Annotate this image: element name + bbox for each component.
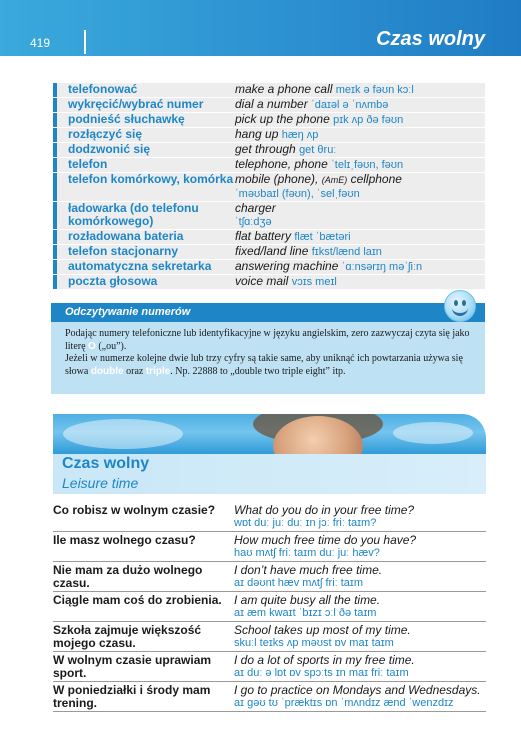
english-term xyxy=(234,143,485,157)
pronunciation: haʊ mʌtʃ friː taɪm duː juː hæv? xyxy=(234,547,380,559)
vocab-row xyxy=(53,113,485,128)
english-phrase-alt: cellphone xyxy=(350,172,402,186)
info-text: Podając numery telefoniczne lub identyfikacyjne w języku angielskim, zero zazwyczaj czyta się jako literę xyxy=(65,328,470,352)
header-divider xyxy=(84,30,86,54)
english-phrase: get through xyxy=(235,142,296,156)
phrase-row xyxy=(53,622,486,652)
info-box xyxy=(51,303,485,394)
pronunciation: ˈtelɪˌfəʊn, fəʊn xyxy=(331,159,404,171)
polish-term: telefon komórkowy, komórka xyxy=(53,173,234,201)
chapter-title: Czas wolny xyxy=(376,28,485,50)
polish-term: telefonować xyxy=(53,83,234,97)
english-phrase: hang up xyxy=(235,127,279,141)
word-triple: triple xyxy=(145,365,171,377)
smiley-mouth xyxy=(452,304,468,316)
english-term xyxy=(234,275,485,289)
english-phrase xyxy=(234,654,486,680)
english-phrase: flat battery xyxy=(235,229,292,243)
english-text: I go to practice on Mondays and Wednesdays. xyxy=(234,683,481,697)
section-subtitle: Leisure time xyxy=(62,475,139,491)
english-phrase: fixed/land line xyxy=(235,244,309,258)
english-phrase xyxy=(234,624,486,650)
vocabulary-table xyxy=(53,83,485,290)
pronunciation: ˈməʊbaɪl (fəʊn), ˈselˌfəʊn xyxy=(235,188,360,200)
english-text: How much free time do you have? xyxy=(234,533,417,547)
english-phrase xyxy=(234,564,486,590)
english-term xyxy=(234,245,485,259)
english-text: School takes up most of my time. xyxy=(234,623,411,637)
english-phrase: voice mail xyxy=(235,274,289,288)
vocab-row xyxy=(53,173,485,202)
english-phrase xyxy=(234,534,486,560)
info-text: („ou”). xyxy=(98,340,127,352)
polish-phrase: Ciągle mam coś do zrobienia. xyxy=(53,593,222,607)
polish-term: wykręcić/wybrać numer xyxy=(53,98,234,112)
pronunciation: meɪk ə fəʊn kɔːl xyxy=(335,84,414,96)
english-phrase xyxy=(234,684,486,710)
english-phrase: charger xyxy=(235,201,276,215)
english-phrase: make a phone call xyxy=(235,82,333,96)
water-highlight xyxy=(393,422,473,444)
english-term xyxy=(234,113,485,127)
pronunciation: aɪ ɡəʊ tʊ ˈpræktɪs ɒn ˈmʌndɪz ænd ˈwenzdɪz xyxy=(234,697,454,709)
pronunciation: vɔɪs meɪl xyxy=(291,276,337,288)
english-phrase xyxy=(234,504,486,530)
polish-term: rozłączyć się xyxy=(53,128,234,142)
pronunciation: flæt ˈbætəri xyxy=(294,231,351,243)
polish-phrase: W wolnym czasie uprawiam sport. xyxy=(53,653,212,680)
english-term xyxy=(234,98,485,112)
phrase-row xyxy=(53,532,486,562)
vocab-row xyxy=(53,143,485,158)
english-phrase xyxy=(234,594,486,620)
english-phrase: mobile (phone), xyxy=(235,172,319,186)
polish-phrase: Co robisz w wolnym czasie? xyxy=(53,503,216,517)
polish-term: rozładowana bateria xyxy=(53,230,234,244)
water-highlight xyxy=(63,419,183,449)
page-header xyxy=(0,0,521,56)
vocab-row xyxy=(53,202,485,230)
vocab-row xyxy=(53,260,485,275)
polish-term: telefon stacjonarny xyxy=(53,245,234,259)
american-english-marker: (AmE) xyxy=(321,175,348,185)
pronunciation: pɪk ʌp ðə fəʊn xyxy=(333,114,404,126)
section-photo xyxy=(53,414,486,454)
polish-phrase: Nie mam za dużo wolnego czasu. xyxy=(53,563,203,590)
smiley-icon xyxy=(444,290,476,322)
vocab-row xyxy=(53,230,485,245)
pronunciation: hæŋ ʌp xyxy=(281,129,319,141)
english-term xyxy=(234,158,485,172)
polish-term: dodzwonić się xyxy=(53,143,234,157)
english-term xyxy=(234,173,485,201)
section-heading xyxy=(53,454,486,494)
letter-o: O xyxy=(88,340,96,352)
english-phrase: pick up the phone xyxy=(235,112,330,126)
english-text: I am quite busy all the time. xyxy=(234,593,381,607)
info-box-text xyxy=(51,322,485,378)
polish-term: poczta głosowa xyxy=(53,275,234,289)
info-text: oraz xyxy=(126,365,144,377)
phrase-row xyxy=(53,502,486,532)
polish-term: telefon xyxy=(53,158,234,172)
phrase-row xyxy=(53,562,486,592)
english-text: I don’t have much free time. xyxy=(234,563,383,577)
phrase-row xyxy=(53,592,486,622)
section-title: Czas wolny xyxy=(62,455,150,472)
phrase-row xyxy=(53,682,486,712)
pronunciation: ˈdaɪəl ə ˈnʌmbə xyxy=(311,99,389,111)
english-term xyxy=(234,128,485,142)
english-term xyxy=(234,230,485,244)
english-text: What do you do in your free time? xyxy=(234,503,415,517)
phrases-table xyxy=(53,502,486,712)
vocab-row xyxy=(53,158,485,173)
vocab-row xyxy=(53,275,485,290)
vocab-row xyxy=(53,128,485,143)
pronunciation: aɪ dəʊnt hæv mʌtʃ friː taɪm xyxy=(234,577,364,589)
pronunciation: ˈɑːnsərɪŋ məˈʃiːn xyxy=(341,261,423,273)
vocab-row xyxy=(53,83,485,98)
polish-phrase: Ile masz wolnego czasu? xyxy=(53,533,196,547)
polish-phrase: Szkoła zajmuje większość mojego czasu. xyxy=(53,623,202,650)
info-text: . Np. 22888 to „double two triple eight” itp. xyxy=(170,365,346,377)
english-phrase: answering machine xyxy=(235,259,339,273)
polish-term: automatyczna sekretarka xyxy=(53,260,234,274)
info-box-heading: Odczytywanie numerów xyxy=(51,303,485,322)
pronunciation: ˈtʃɑːdʒə xyxy=(235,216,272,228)
english-phrase: telephone, phone xyxy=(235,157,328,171)
pronunciation: fɪkst/lænd laɪn xyxy=(311,246,382,258)
pronunciation: aɪ duː ə lɒt ɒv spɔːts ɪn maɪ friː taɪm xyxy=(234,667,409,679)
pronunciation: skuːl teɪks ʌp məʊst ɒv maɪ taɪm xyxy=(234,637,394,649)
polish-phrase: W poniedziałki i środy mam trening. xyxy=(53,683,211,710)
page-number: 419 xyxy=(30,36,51,50)
pronunciation: wɒt duː juː duː ɪn jɔː friː taɪm? xyxy=(234,517,377,529)
vocab-row xyxy=(53,98,485,113)
pronunciation: aɪ æm kwaɪt ˈbɪzɪ ɔːl ðə taɪm xyxy=(234,607,377,619)
pronunciation: ɡet θruː xyxy=(299,144,337,156)
vocab-row xyxy=(53,245,485,260)
polish-term: ładowarka (do telefonu komórkowego) xyxy=(53,202,234,229)
english-term xyxy=(234,202,485,229)
phrase-row xyxy=(53,652,486,682)
polish-term: podnieść słuchawkę xyxy=(53,113,234,127)
english-term xyxy=(234,260,485,274)
info-text: Jeżeli w numerze kolejne dwie lub trzy cyfry są takie same, aby uniknąć ich powtarzania używa się słowa xyxy=(65,353,463,377)
english-text: I do a lot of sports in my free time. xyxy=(234,653,415,667)
english-phrase: dial a number xyxy=(235,97,308,111)
word-double: double xyxy=(90,365,124,377)
english-term xyxy=(234,83,485,97)
